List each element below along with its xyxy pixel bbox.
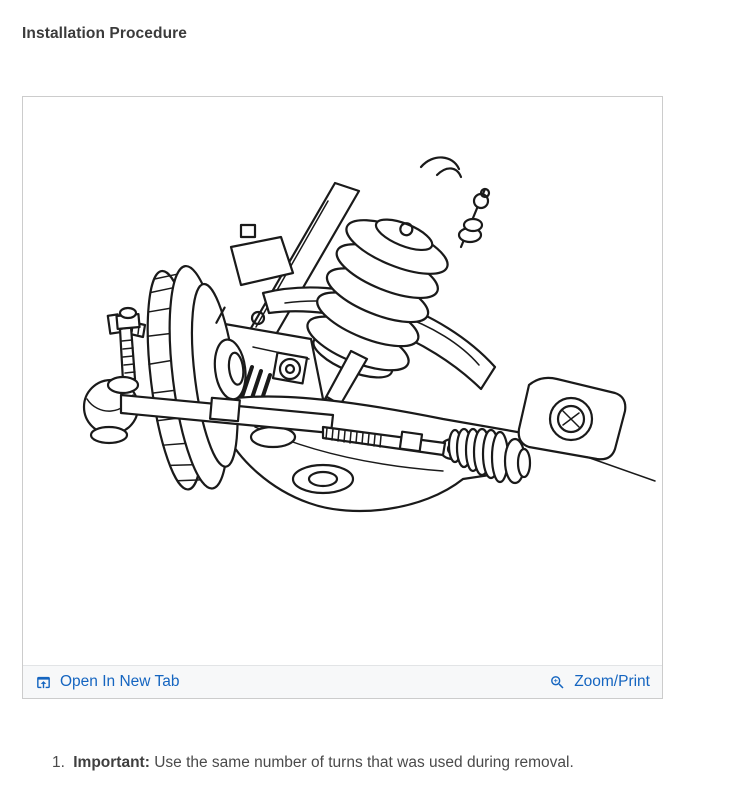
step-number: 1. [52,754,65,771]
step-text: Use the same number of turns that was used during removal. [154,754,574,771]
figure-toolbar [23,665,662,698]
open-in-new-tab-label: Open In New Tab [60,673,180,690]
suspension-illustration [23,97,662,665]
figure-card [22,96,663,699]
bracket-and-bolt [519,378,655,481]
zoom-print-link[interactable] [549,673,650,691]
open-in-new-tab-icon [35,674,52,691]
brake-rotor [138,260,260,494]
page-title: Installation Procedure [22,25,187,42]
procedure-step-1 [52,754,734,772]
zoom-in-icon [549,674,566,691]
step-emphasis: Important: [73,754,150,771]
strut-mount-bolt [421,157,489,247]
zoom-print-label: Zoom/Print [574,673,650,690]
pointer-line [587,457,655,481]
figure-image [23,97,662,665]
open-in-new-tab-link[interactable] [35,673,179,691]
